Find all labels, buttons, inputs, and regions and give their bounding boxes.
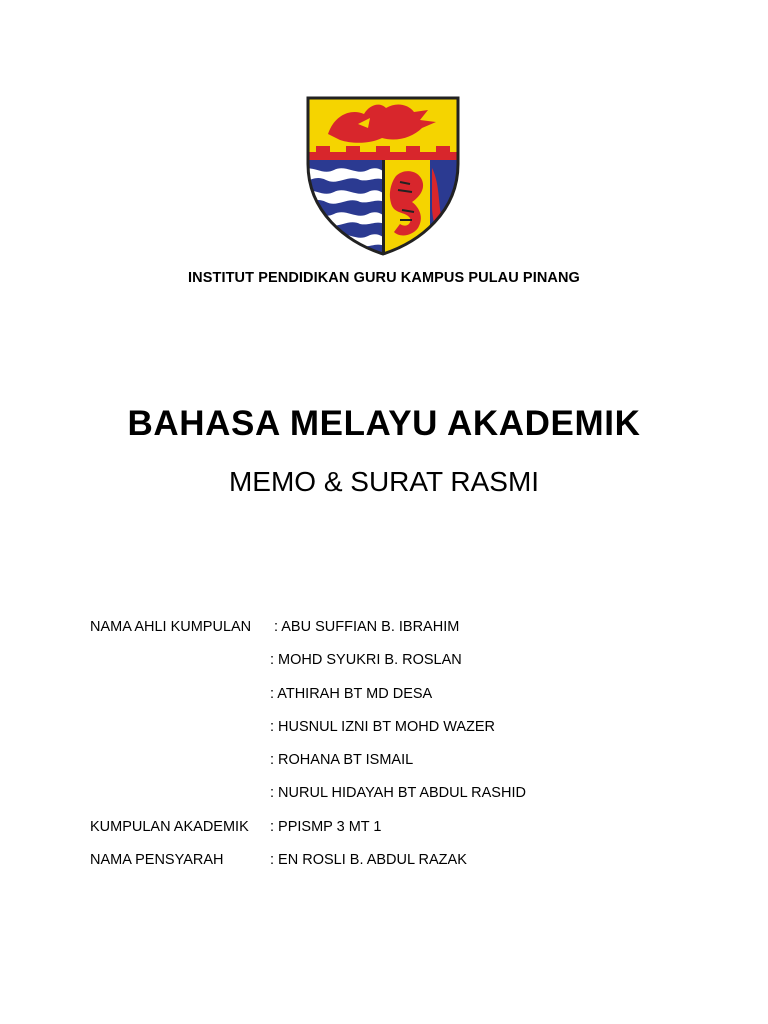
member-name: : MOHD SYUKRI B. ROSLAN (270, 652, 462, 669)
member-name: : ABU SUFFIAN B. IBRAHIM (274, 619, 460, 635)
member-name: : NURUL HIDAYAH BT ABDUL RASHID (270, 785, 526, 802)
members-label: NAMA AHLI KUMPULAN (90, 619, 252, 635)
institute-name: INSTITUT PENDIDIKAN GURU KAMPUS PULAU PINANG (188, 270, 580, 286)
members-row (90, 752, 710, 785)
member-name: : ROHANA BT ISMAIL (270, 752, 414, 769)
lecturer-label: NAMA PENSYARAH (90, 852, 224, 869)
group-details (90, 619, 710, 885)
members-row (90, 686, 710, 719)
academic-group-value: : PPISMP 3 MT 1 (270, 818, 382, 835)
members-row (90, 619, 710, 652)
lecturer-value: : EN ROSLI B. ABDUL RAZAK (270, 852, 467, 869)
members-row (90, 719, 710, 752)
members-row (90, 785, 710, 818)
academic-group-label: KUMPULAN AKADEMIK (90, 818, 249, 835)
members-row (90, 652, 710, 685)
lecturer-row (90, 852, 710, 885)
page-title: BAHASA MELAYU AKADEMIK (127, 404, 641, 443)
academic-group-row (90, 819, 710, 852)
member-name: : HUSNUL IZNI BT MOHD WAZER (270, 718, 496, 735)
institution-crest-icon (300, 94, 466, 256)
page-subtitle: MEMO & SURAT RASMI (228, 466, 540, 497)
member-name: : ATHIRAH BT MD DESA (270, 685, 433, 702)
